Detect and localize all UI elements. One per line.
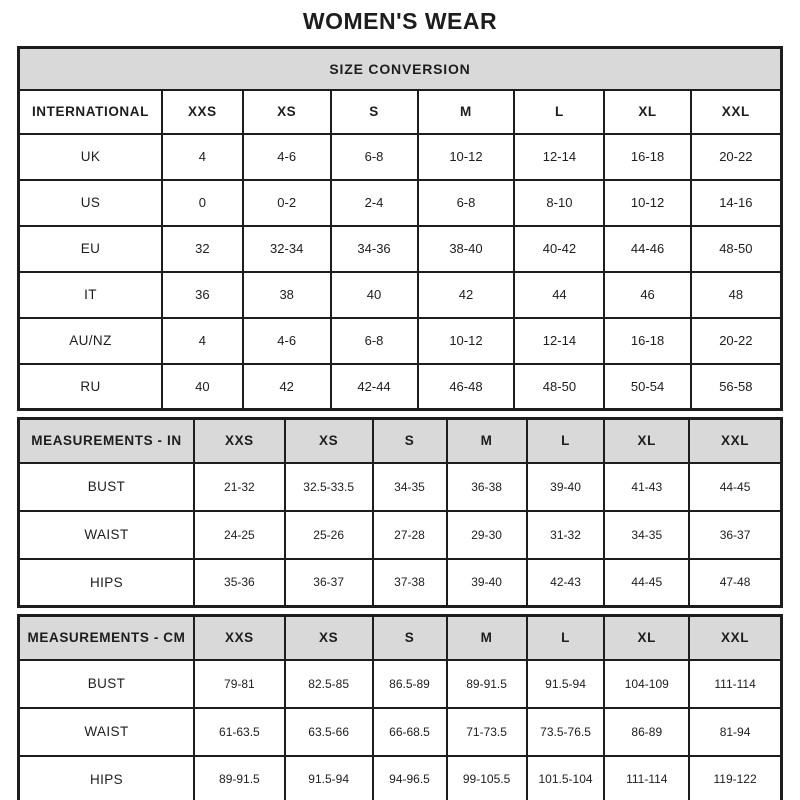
column-header: XXS [162,90,243,134]
row-label: AU/NZ [19,318,162,364]
column-header-row [19,616,782,660]
data-cell: 14-16 [691,180,782,226]
data-cell: 10-12 [604,180,690,226]
table-row [19,364,782,410]
data-cell: 16-18 [604,318,690,364]
data-cell: 42 [418,272,515,318]
data-cell: 12-14 [514,134,604,180]
data-cell: 4 [162,318,243,364]
table-row [19,134,782,180]
column-header: L [527,616,605,660]
column-header: XXL [691,90,782,134]
column-header: XXL [689,419,781,463]
data-cell: 104-109 [604,660,689,708]
data-cell: 91.5-94 [285,756,373,800]
data-cell: 10-12 [418,318,515,364]
column-header-row [19,419,782,463]
data-cell: 99-105.5 [447,756,527,800]
row-label: RU [19,364,162,410]
table-title: SIZE CONVERSION [19,48,782,90]
data-cell: 44-45 [604,559,689,607]
data-cell: 32.5-33.5 [285,463,373,511]
data-cell: 111-114 [689,660,781,708]
column-header: M [447,419,527,463]
data-cell: 42 [243,364,331,410]
data-cell: 6-8 [331,134,418,180]
data-cell: 36-37 [285,559,373,607]
data-cell: 36-38 [447,463,527,511]
data-cell: 32 [162,226,243,272]
data-cell: 4-6 [243,318,331,364]
row-label: IT [19,272,162,318]
table-row [19,756,782,800]
table-row [19,511,782,559]
data-cell: 46 [604,272,690,318]
data-cell: 6-8 [418,180,515,226]
data-cell: 31-32 [527,511,605,559]
row-label: HIPS [19,756,194,800]
table-grid [17,417,783,608]
data-cell: 119-122 [689,756,781,800]
data-cell: 73.5-76.5 [527,708,605,756]
data-cell: 79-81 [194,660,285,708]
data-cell: 44 [514,272,604,318]
row-label: BUST [19,463,194,511]
corner-header: INTERNATIONAL [19,90,162,134]
size-conversion-table [17,46,783,411]
data-cell: 34-35 [373,463,447,511]
data-cell: 48-50 [514,364,604,410]
measurements-in-table [17,417,783,608]
data-cell: 42-44 [331,364,418,410]
table-row [19,559,782,607]
data-cell: 71-73.5 [447,708,527,756]
column-header: XL [604,616,689,660]
data-cell: 27-28 [373,511,447,559]
column-header: XXS [194,616,285,660]
data-cell: 6-8 [331,318,418,364]
column-header: L [514,90,604,134]
data-cell: 82.5-85 [285,660,373,708]
data-cell: 89-91.5 [447,660,527,708]
row-label: BUST [19,660,194,708]
data-cell: 111-114 [604,756,689,800]
data-cell: 40 [331,272,418,318]
table-row [19,226,782,272]
data-cell: 66-68.5 [373,708,447,756]
data-cell: 40 [162,364,243,410]
column-header: XXL [689,616,781,660]
data-cell: 38 [243,272,331,318]
column-header: XL [604,90,690,134]
column-header: M [447,616,527,660]
column-header: S [331,90,418,134]
data-cell: 39-40 [527,463,605,511]
page-title: WOMEN'S WEAR [302,8,498,34]
data-cell: 10-12 [418,134,515,180]
data-cell: 12-14 [514,318,604,364]
data-cell: 2-4 [331,180,418,226]
data-cell: 4 [162,134,243,180]
table-grid [17,46,783,411]
row-label: US [19,180,162,226]
data-cell: 16-18 [604,134,690,180]
table-row [19,272,782,318]
column-header: XS [285,419,373,463]
data-cell: 42-43 [527,559,605,607]
column-header-row [19,90,782,134]
column-header: S [373,419,447,463]
data-cell: 94-96.5 [373,756,447,800]
table-row [19,708,782,756]
corner-header: MEASUREMENTS - CM [19,616,194,660]
data-cell: 39-40 [447,559,527,607]
data-cell: 25-26 [285,511,373,559]
data-cell: 63.5-66 [285,708,373,756]
data-cell: 34-36 [331,226,418,272]
table-row [19,180,782,226]
data-cell: 44-45 [689,463,781,511]
data-cell: 29-30 [447,511,527,559]
data-cell: 47-48 [689,559,781,607]
measurements-cm-table [17,614,783,800]
data-cell: 61-63.5 [194,708,285,756]
data-cell: 46-48 [418,364,515,410]
data-cell: 24-25 [194,511,285,559]
data-cell: 21-32 [194,463,285,511]
data-cell: 89-91.5 [194,756,285,800]
row-label: WAIST [19,708,194,756]
data-cell: 86.5-89 [373,660,447,708]
column-header: XS [285,616,373,660]
row-label: WAIST [19,511,194,559]
data-cell: 36 [162,272,243,318]
column-header: M [418,90,515,134]
data-cell: 91.5-94 [527,660,605,708]
data-cell: 4-6 [243,134,331,180]
column-header: L [527,419,605,463]
table-grid [17,614,783,800]
data-cell: 20-22 [691,134,782,180]
data-cell: 50-54 [604,364,690,410]
data-cell: 48-50 [691,226,782,272]
table-title-row [19,48,782,90]
data-cell: 34-35 [604,511,689,559]
data-cell: 37-38 [373,559,447,607]
data-cell: 38-40 [418,226,515,272]
data-cell: 35-36 [194,559,285,607]
data-cell: 48 [691,272,782,318]
data-cell: 0 [162,180,243,226]
data-cell: 81-94 [689,708,781,756]
table-row [19,463,782,511]
data-cell: 86-89 [604,708,689,756]
column-header: XS [243,90,331,134]
column-header: XL [604,419,689,463]
data-cell: 44-46 [604,226,690,272]
column-header: XXS [194,419,285,463]
corner-header: MEASUREMENTS - IN [19,419,194,463]
data-cell: 36-37 [689,511,781,559]
data-cell: 0-2 [243,180,331,226]
row-label: UK [19,134,162,180]
table-row [19,660,782,708]
data-cell: 101.5-104 [527,756,605,800]
row-label: HIPS [19,559,194,607]
column-header: S [373,616,447,660]
data-cell: 20-22 [691,318,782,364]
table-row [19,318,782,364]
data-cell: 40-42 [514,226,604,272]
data-cell: 32-34 [243,226,331,272]
data-cell: 41-43 [604,463,689,511]
row-label: EU [19,226,162,272]
data-cell: 8-10 [514,180,604,226]
data-cell: 56-58 [691,364,782,410]
